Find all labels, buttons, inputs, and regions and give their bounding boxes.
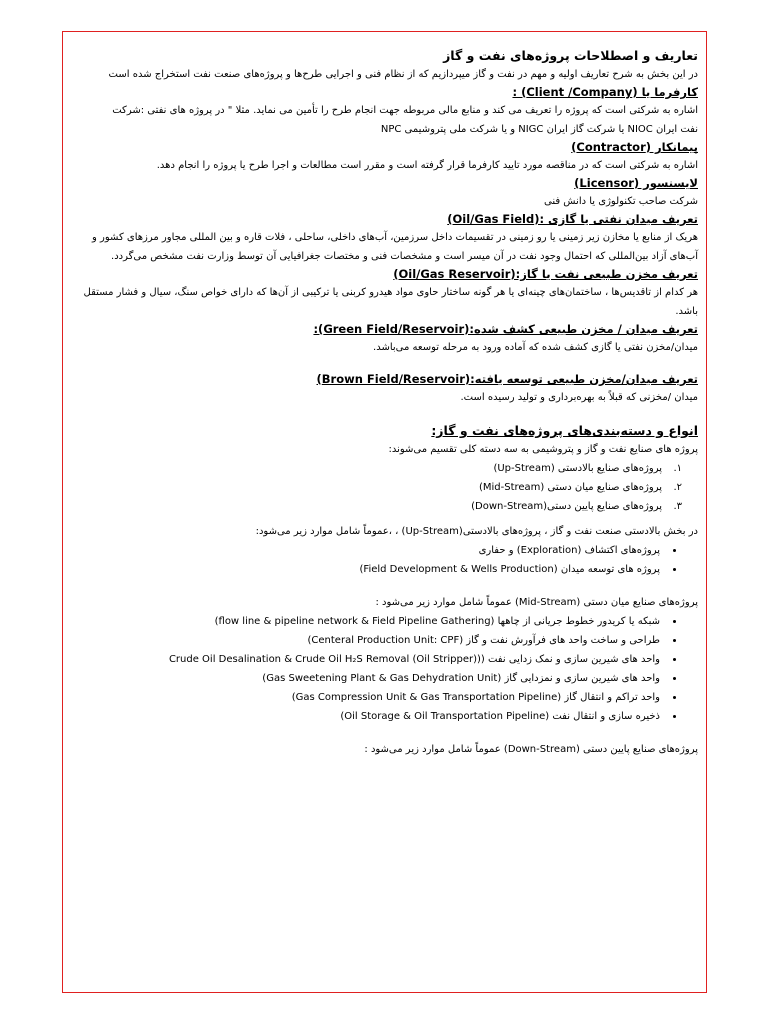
midstream-intro: پروژه‌های صنایع میان دستی (Mid-Stream) عموماً شامل موارد زیر می‌شود :: [375, 597, 698, 608]
green-field-heading: تعریف میدان / مخزن طبیعی کشف شده:(Green Field/Reservoir):: [313, 322, 698, 336]
list-item: • واحد های شیرین سازی و نمک زدایی نفت ((Crude Oil Desalination & Crude Oil H₂S Removal (Oil Stripper): [72, 650, 664, 669]
licensor-text: شرکت صاحب تکنولوژی یا دانش فنی: [544, 196, 698, 207]
intro-paragraph: در این بخش به شرح تعاریف اولیه و مهم در نفت و گاز میپردازیم که از نظام فنی و اجرایی طرح‌ها و پروژه‌های صنعت نفت استخراج شده است: [108, 69, 698, 80]
client-text-line2: نفت ایران NIOC یا شرکت گاز ایران NIGC و یا شرکت ملی پتروشیمی NPC: [380, 124, 698, 135]
client-heading: کارفرما یا (Client /Company) :: [512, 85, 698, 99]
list-item: ۳. پروژه‌های صنایع پایین دستی(Down-Stream): [471, 501, 682, 512]
upstream-list: [72, 541, 698, 579]
brown-field-heading: تعریف میدان/مخزن طبیعی توسعه یافته:(Brown Field/Reservoir): [316, 372, 698, 386]
brown-field-text: میدان /مخزنی که قبلاً به بهره‌برداری و تولید رسیده است.: [460, 392, 698, 403]
midstream-list: [72, 612, 698, 726]
categories-intro: پروژه های صنایع نفت و گاز و پتروشیمی به سه دسته کلی تقسیم می‌شوند:: [388, 444, 698, 455]
list-item: • شبکه یا کریدور خطوط جریانی از چاهها (flow line & pipeline network & Field Pipeline Gathering): [72, 612, 664, 631]
field-text: هریک از منابع یا مخازن زیر زمینی یا رو زمینی در تقسیمات داخل سرزمین، آب‌های داخلی، ساحلی ، فلات قاره و بین المللی مجاور مرزهای کشور و آب‌های آزاد بین‌المللی که احتمال وجود نفت در آن میسر است و مشخصات فنی و مختصات جغرافیایی آن توسط وزارت نفت مشخص می‌گردد.: [92, 232, 698, 262]
downstream-intro: پروژه‌های صنایع پایین دستی (Down-Stream) عموماً شامل موارد زیر می‌شود :: [364, 744, 698, 755]
list-item: ۱. پروژه‌های صنایع بالادستی (Up-Stream): [493, 463, 682, 474]
reservoir-heading: تعریف مخزن طبیعی نفت یا گاز:(Oil/Gas Reservoir): [393, 267, 698, 281]
green-field-text: میدان/مخزن نفتی یا گازی کشف شده که آماده ورود به مرحله توسعه می‌باشد.: [373, 342, 698, 353]
categories-list: [72, 459, 698, 516]
list-item: • واحد تراکم و انتقال گاز (Gas Compression Unit & Gas Transportation Pipeline): [72, 688, 664, 707]
contractor-text: اشاره به شرکتی است که در مناقصه مورد تایید کارفرما قرار گرفته است و مقرر است مطالعات و اجرا طرح یا پروژه را انجام دهد.: [156, 160, 698, 171]
list-item: • واحد های شیرین سازی و نمزدایی گاز (Gas Sweetening Plant & Gas Dehydration Unit): [72, 669, 664, 688]
document-body: [72, 46, 698, 759]
list-item: ۲. پروژه‌های صنایع میان دستی (Mid-Stream): [478, 482, 682, 493]
reservoir-text: هر کدام از تاقدیس‌ها ، ساختمان‌های چینه‌ای یا هر گونه ساختار حاوی مواد هیدرو کربنی یا ترکیبی از آن‌ها که دارای خواص سنگ، سیال و فشار مستقل باشد.: [83, 287, 698, 317]
list-item: • ذخیره سازی و انتقال نفت (Oil Storage & Oil Transportation Pipeline): [72, 707, 664, 726]
field-heading: تعریف میدان نفتی یا گازی :(Oil/Gas Field): [447, 212, 698, 226]
list-item: • پروژه های توسعه میدان (Field Development & Wells Production): [72, 560, 664, 579]
licensor-heading: لایسنسور (Licensor): [574, 176, 698, 190]
section-title-definitions: تعاریف و اصطلاحات پروژه‌های نفت و گاز: [443, 48, 698, 63]
contractor-heading: پیمانکار (Contractor): [571, 140, 698, 154]
upstream-intro: در بخش بالادستی صنعت نفت و گاز ، پروژه‌های بالادستی(Up-Stream) ، ،عموماً شامل موارد زیر می‌شود:: [255, 526, 698, 537]
list-item: • طراحی و ساخت واحد های فرآورش نفت و گاز (Centeral Production Unit: CPF): [72, 631, 664, 650]
client-text-line1: اشاره به شرکتی است که پروژه را تعریف می کند و منابع مالی مربوطه جهت انجام طرح را تأمین می نماید. مثلا " در پروژه های نفتی :شرکت: [112, 105, 698, 116]
section-title-categories: انواع و دسته‌بندی‌های پروژه‌های نفت و گاز:: [431, 423, 698, 438]
list-item: • پروژه‌های اکتشاف (Exploration) و حفاری: [72, 541, 664, 560]
